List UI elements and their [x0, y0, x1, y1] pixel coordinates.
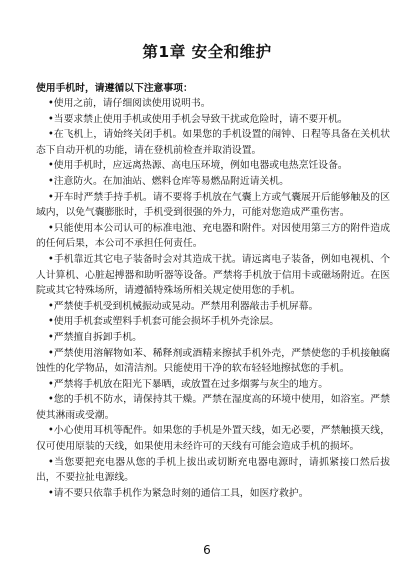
- safety-note: •开车时严禁手持手机。请不要将手机放在气囊上方或气囊展开后能够触及的区域内，以免气囊膨胀时，手机受到很强的外力，可能对您造成严重伤害。: [36, 191, 390, 219]
- safety-notes: [36, 96, 390, 501]
- safety-note: •小心使用耳机等配件。如果您的手机是外置天线，如无必要，严禁触摸天线，仅可使用原装的天线，如果使用未经许可的天线有可能会造成手机的损坏。: [36, 425, 390, 453]
- safety-note: •严禁将手机放在阳光下暴晒，或放置在过多烟雾与灰尘的地方。: [48, 378, 329, 390]
- safety-note: •严禁擅自拆卸手机。: [48, 331, 142, 343]
- safety-note: •使用手机时，应远离热源、高电压环境，例如电器或电热烹饪设备。: [48, 160, 348, 172]
- safety-note: •手机靠近其它电子装备时会对其造成干扰。请远离电子装备，例如电视机、个人计算机、心脏起搏器和助听器等设备。严禁将手机放于信用卡或磁场附近。在医院或其它特殊场所，请遵循特殊场所相关规定使用您的手机。: [36, 253, 390, 297]
- safety-note: •只能使用本公司认可的标准电池、充电器和附件。对因使用第三方的附件造成的任何后果，本公司不承担任何责任。: [36, 222, 390, 250]
- section-heading: 使用手机时，请遵循以下注意事项：: [36, 83, 193, 94]
- chapter-title: 第1章 安全和维护: [142, 43, 272, 61]
- safety-note: •严禁使手机受到机械振动或晃动。严禁用利器敲击手机屏幕。: [48, 300, 319, 312]
- safety-note: •当要求禁止使用手机或使用手机会导致干扰或危险时，请不要开机。: [48, 113, 348, 125]
- page-number: 6: [203, 543, 211, 557]
- safety-note: •您的手机不防水，请保持其干燥。严禁在湿度高的环境中使用，如浴室。严禁使其淋雨或受潮。: [36, 394, 390, 421]
- safety-note: •注意防火。在加油站、燃料仓库等易燃品附近请关机。: [48, 175, 289, 187]
- safety-note: •严禁使用溶解物如苯、稀释剂或酒精来擦拭手机外壳，严禁使您的手机接触腐蚀性的化学物品，如清洁剂。只能使用干净的软布轻轻地擦拭您的手机。: [36, 347, 390, 375]
- safety-note: •在飞机上，请始终关闭手机。如果您的手机设置的闹钟、日程等具备在关机状态下自动开机的功能，请在登机前检查并取消设置。: [36, 129, 390, 156]
- safety-note: •使用之前，请仔细阅读使用说明书。: [48, 98, 211, 109]
- safety-note: •请不要只依靠手机作为紧急时刻的通信工具，如医疗救护。: [48, 487, 309, 499]
- safety-note: •使用手机套或塑料手机套可能会损坏手机外壳涂层。: [48, 316, 280, 328]
- safety-note: •当您要把充电器从您的手机上拔出或切断充电器电源时，请抓紧接口然后拔出，不要拉扯电源线。: [36, 456, 390, 484]
